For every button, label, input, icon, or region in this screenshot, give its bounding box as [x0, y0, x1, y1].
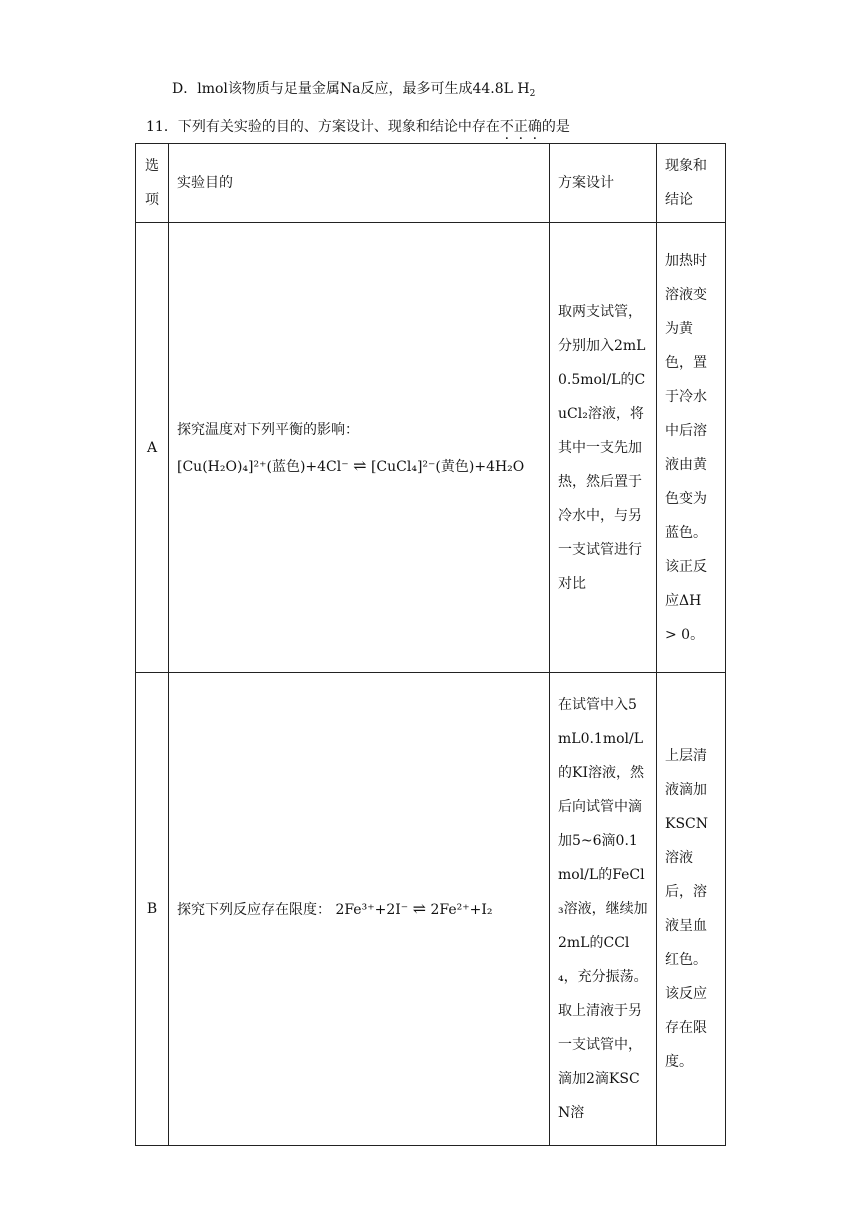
emphasis-char: 不	[499, 119, 514, 135]
row-purpose	[169, 223, 550, 673]
emphasis-char: 正	[513, 119, 528, 135]
header-option: 选项	[136, 144, 169, 223]
equilibrium-arrow-icon: ⇌	[353, 456, 367, 475]
equation-left: 2Fe³⁺+2I⁻	[335, 901, 409, 918]
emphasis-char: 确	[527, 119, 542, 135]
row-purpose	[169, 673, 550, 1146]
table-row	[136, 223, 726, 673]
table-header-row	[136, 144, 726, 223]
equation-left: [Cu(H₂O)₄]²⁺(蓝色)+4Cl⁻	[177, 459, 349, 475]
equilibrium-equation	[177, 451, 541, 482]
equation-right: 2Fe²⁺+I₂	[430, 901, 493, 918]
row-result: 上层清液滴加KSCN溶液后，溶液呈血红色。该反应存在限度。	[657, 673, 726, 1146]
row-result: 加热时溶液变为黄色，置于冷水中后溶液由黄色变为蓝色。该正反应ΔH > 0。	[657, 223, 726, 673]
option-d	[172, 78, 535, 99]
question-11-prefix: 11．下列有关实验的目的、方案设计、现象和结论中存在	[146, 119, 500, 135]
row-design: 取两支试管，分别加入2mL0.5mol/L的CuCl₂溶液，将其中一支先加热，然后置于冷水中，与另一支试管进行对比	[550, 223, 657, 673]
header-purpose: 实验目的	[169, 144, 550, 223]
table-row	[136, 673, 726, 1146]
row-option: A	[136, 223, 169, 673]
equilibrium-arrow-icon: ⇌	[412, 898, 427, 918]
purpose-text: 探究温度对下列平衡的影响：	[177, 422, 359, 438]
question-11-suffix: 的是	[541, 119, 570, 135]
purpose-text: 探究下列反应存在限度：	[177, 901, 331, 918]
option-d-subscript: 2	[529, 89, 536, 99]
row-option: B	[136, 673, 169, 1146]
option-d-text: D．lmol该物质与足量金属Na反应，最多可生成44.8L H	[172, 81, 530, 97]
equation-right: [CuCl₄]²⁻(黄色)+4H₂O	[370, 459, 525, 475]
question-11	[146, 116, 570, 136]
row-design: 在试管中入5mL0.1mol/L的KI溶液，然后向试管中滴加5~6滴0.1mol/L的FeCl₃溶液，继续加2mL的CCl₄，充分振荡。取上清液于另一支试管中，滴加2滴KSCN溶	[550, 673, 657, 1146]
header-result: 现象和结论	[657, 144, 726, 223]
experiment-table	[135, 143, 726, 1146]
header-design: 方案设计	[550, 144, 657, 223]
